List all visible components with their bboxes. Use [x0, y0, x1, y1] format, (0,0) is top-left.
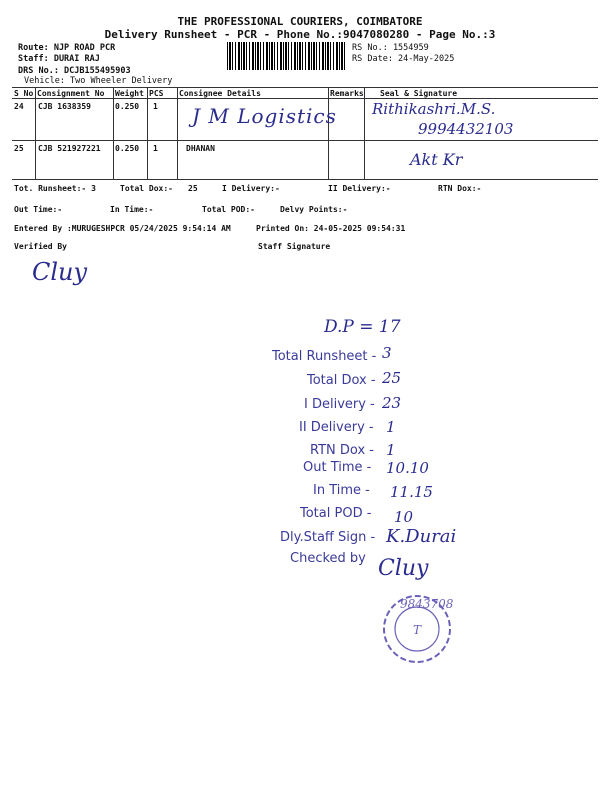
summary-total-runsheet-value: 3 — [382, 344, 392, 362]
col-divider — [328, 87, 329, 179]
summary-total-pod-value: 10 — [394, 508, 414, 526]
ii-delivery-label: II Delivery:- — [328, 184, 391, 193]
total-pod-label: Total POD:- — [202, 205, 255, 214]
rtn-dox-label: RTN Dox:- — [438, 184, 482, 193]
summary-total-pod-label: Total POD - — [300, 506, 372, 521]
summary-ii-delivery-label: II Delivery - — [299, 420, 374, 435]
summary-staff-sign-label: Dly.Staff Sign - — [280, 530, 376, 545]
row1-sno: 24 — [14, 102, 24, 111]
summary-ii-delivery-value: 1 — [386, 418, 396, 436]
summary-total-runsheet-label: Total Runsheet - — [272, 349, 377, 364]
entered-by: Entered By :MURUGESHPCR 05/24/2025 9:54:14 AM — [14, 224, 231, 233]
vehicle-line: Vehicle: Two Wheeler Delivery — [24, 76, 173, 86]
col-divider — [364, 87, 365, 179]
row2-weight: 0.250 — [115, 144, 140, 153]
staff-signature-label: Staff Signature — [258, 242, 331, 251]
summary-checked-by-label: Checked by — [290, 551, 366, 566]
header-sno: S No — [14, 89, 34, 98]
i-delivery-label: I Delivery:- — [222, 184, 280, 193]
delvy-points-label: Delvy Points:- — [280, 205, 348, 214]
col-divider — [147, 87, 148, 179]
row1-signature-name: Rithikashri.M.S. — [372, 100, 496, 118]
svg-text:T: T — [412, 623, 422, 637]
row1-weight: 0.250 — [115, 102, 140, 111]
rs-no: RS No.: 1554959 — [352, 43, 429, 53]
drs-line: DRS No.: DCJB155495903 — [18, 66, 131, 76]
summary-out-time-value: 10.10 — [386, 459, 429, 477]
staff-line: Staff: DURAI RAJ — [18, 54, 100, 64]
header-remarks: Remarks — [330, 89, 364, 98]
row1-consignment: CJB 1638359 — [38, 102, 91, 111]
summary-rtn-dox-value: 1 — [386, 441, 396, 459]
summary-in-time-label: In Time - — [313, 483, 370, 498]
row2-pcs: 1 — [153, 144, 158, 153]
summary-checked-by-value: Cluy — [378, 556, 429, 581]
rs-date: RS Date: 24-May-2025 — [352, 54, 455, 64]
col-divider — [177, 87, 178, 179]
col-divider — [113, 87, 114, 179]
out-time-label: Out Time:- — [14, 205, 63, 214]
header-consignment: Consignment No — [37, 89, 105, 98]
header-weight: Weight — [115, 89, 144, 98]
verified-signature: Cluy — [32, 258, 88, 286]
header-consignee: Consignee Details — [179, 89, 261, 98]
summary-in-time-value: 11.15 — [390, 483, 433, 501]
row2-signature: Akt Kr — [410, 150, 463, 169]
summary-total-dox-value: 25 — [382, 369, 402, 387]
summary-total-dox-label: Total Dox - — [307, 373, 376, 388]
dp-note: D.P = 17 — [324, 317, 401, 337]
summary-i-delivery-value: 23 — [382, 394, 402, 412]
row-divider — [12, 140, 598, 141]
row2-sno: 25 — [14, 144, 24, 153]
header-pcs: PCS — [149, 89, 164, 98]
printed-on: Printed On: 24-05-2025 09:54:31 — [256, 224, 406, 233]
col-divider — [35, 87, 36, 179]
total-dox-label: Total Dox:- — [120, 184, 173, 193]
in-time-label: In Time:- — [110, 205, 154, 214]
route-line: Route: NJP ROAD PCR — [18, 43, 116, 53]
verified-by-label: Verified By — [14, 242, 67, 251]
summary-i-delivery-label: I Delivery - — [304, 397, 375, 412]
tot-runsheet: Tot. Runsheet:- 3 — [14, 184, 96, 193]
row1-consignee-handwritten: J M Logistics — [192, 104, 337, 128]
barcode — [227, 42, 345, 70]
table-top-line — [12, 87, 598, 88]
company-title: THE PROFESSIONAL COURIERS, COIMBATORE — [177, 15, 423, 28]
runsheet-subtitle: Delivery Runsheet - PCR - Phone No.:9047080280 - Page No.:3 — [104, 28, 496, 41]
summary-staff-sign-value: K.Durai — [386, 526, 457, 547]
row1-signature-phone: 9994432103 — [418, 120, 514, 138]
row2-consignee: DHANAN — [186, 144, 215, 153]
summary-out-time-label: Out Time - — [303, 460, 372, 475]
header-seal: Seal & Signature — [380, 89, 458, 98]
table-header-line — [12, 98, 598, 99]
summary-rtn-dox-label: RTN Dox - — [310, 443, 374, 458]
stamp-number: 9843708 — [400, 597, 454, 611]
row1-pcs: 1 — [153, 102, 158, 111]
table-bottom-line — [12, 179, 598, 180]
total-dox-value: 25 — [188, 184, 198, 193]
row2-consignment: CJB 521927221 — [38, 144, 101, 153]
